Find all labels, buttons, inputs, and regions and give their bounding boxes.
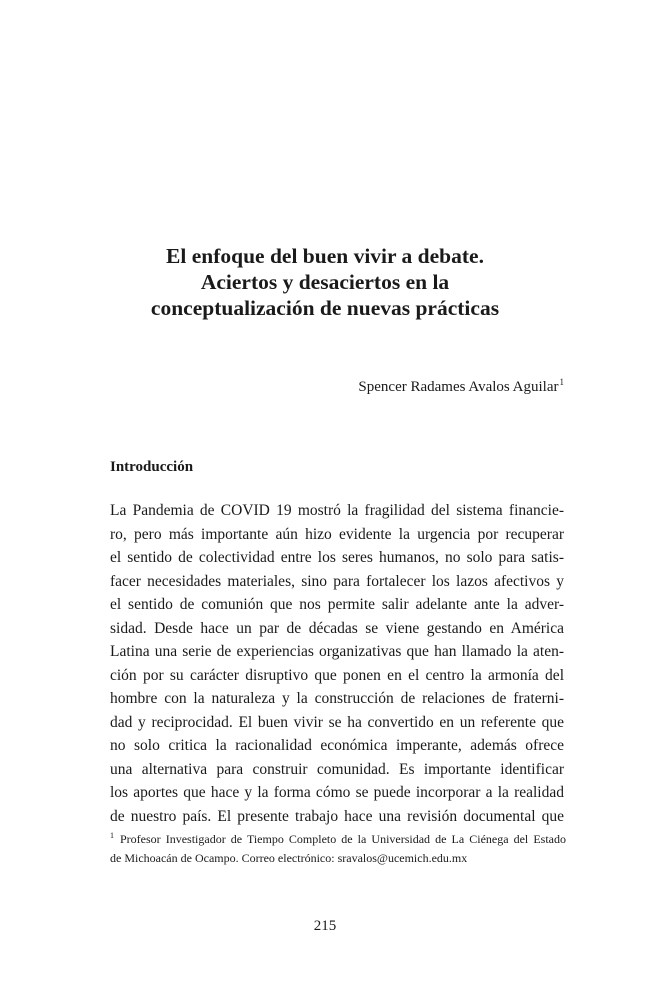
body-line: La Pandemia de COVID 19 mostró la fragilidad del sistema financie-: [110, 502, 564, 519]
body-line: facer necesidades materiales, sino para fortalecer los lazos afectivos y: [110, 572, 564, 590]
footnote: [110, 826, 566, 868]
title-line: El enfoque del buen vivir a debate.: [166, 244, 484, 268]
body-line: no solo critica la racionalidad económica imperante, además ofrece: [110, 737, 564, 754]
body-line: una alternativa para construir comunidad. Es importante identificar: [110, 760, 564, 778]
page-number: 215: [313, 918, 337, 934]
body-line: dad y reciprocidad. El buen vivir se ha convertido en un referente que: [110, 713, 564, 731]
body-line: hombre con la naturaleza y la construcción de relaciones de fraterni-: [110, 690, 564, 707]
footnote-line: [110, 849, 566, 868]
body-line: el sentido de colectividad entre los seres humanos, no solo para satis-: [110, 549, 564, 566]
footnote-text-1: Profesor Investigador de Tiempo Completo de la Universidad de La Ciénega del Estado: [120, 832, 566, 846]
title-line: Aciertos y desaciertos en la: [200, 270, 450, 294]
footnote-line: [110, 826, 566, 849]
body-line: ro, pero más importante aún hizo evidente la urgencia por recuperar: [110, 525, 564, 543]
author-footnote-marker[interactable]: 1: [559, 377, 564, 387]
chapter-title: [0, 243, 650, 321]
section-heading: Introducción: [110, 459, 194, 475]
body-line: de nuestro país. El presente trabajo hace una revisión documental que: [110, 807, 564, 825]
footnote-text-2: de Michoacán de Ocampo. Correo electrónico: sravalos@ucemich.edu.mx: [110, 851, 468, 865]
body-line: los aportes que hace y la forma cómo se puede incorporar a la realidad: [110, 784, 564, 801]
body-line: el sentido de comunión que nos permite salir adelante ante la adver-: [110, 596, 564, 613]
footnote-marker: 1: [110, 831, 114, 840]
title-line: conceptualización de nuevas prácticas: [150, 296, 500, 320]
body-paragraph: [110, 499, 564, 828]
author-line: [358, 373, 564, 396]
author-name: Spencer Radames Avalos Aguilar: [358, 379, 559, 395]
body-line: ción por su carácter disruptivo que ponen en el centro la armonía del: [110, 666, 564, 684]
body-line: sidad. Desde hace un par de décadas se viene gestando en América: [110, 619, 564, 637]
body-line: Latina una serie de experiencias organizativas que han llamado la aten-: [110, 643, 564, 660]
